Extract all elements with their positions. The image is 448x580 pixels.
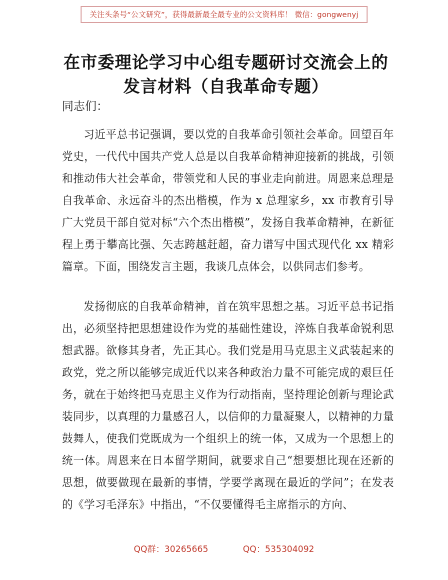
paragraph-1: 习近平总书记强调，要以党的自我革命引领社会革命。回望百年党史，一代代中国共产党人总是以自我革命精神迎接新的挑战，引领和推动伟大社会革命，带领党和人民的事业走向前进。周恩来总理是自我革命、永远奋斗的杰出楷模，作为 x 总理家乡，xx 市教育引导广大党员干部自觉对标“六个杰出楷模”，发扬自我革命精神，在新征程上勇于攀高比强、矢志跨越赶超，奋力谱写中国式现代化 xx 精彩篇章。下面，围绕发言主题，我谈几点体会，以供同志们参考。 <box>62 128 394 273</box>
footer-qq: QQ：535304092 <box>242 545 315 555</box>
paragraph-2: 发扬彻底的自我革命精神，首在筑牢思想之基。习近平总书记指出，必须坚持把思想建设作为党的基础性建设，淬炼自我革命锐利思想武器。欲修其身者，先正其心。我们党是用马克思主义武装起来的政党，党之所以能够完成近代以来各种政治力量不可能完成的艰巨任务，就在于始终把马克思主义作为行动指南，坚持理论创新与理论武装同步，以真理的力量感召人，以信仰的力量凝聚人，以精神的力量鼓舞人，使我们党既成为一个组织上的统一体，又成为一个思想上的统一体。周恩来在日本留学期间，就要求自己“想要想比现在还新的思想，做要做现在最新的事情，学要学离现在最近的学问”；在发表的《学习毛泽东》中指出，“不仅要懂得毛主席指示的方向、 <box>62 300 394 511</box>
footer-qq-group: QQ群：30265665 <box>133 545 209 555</box>
document-title: 在市委理论学习中心组专题研讨交流会上的发言材料（自我革命专题） <box>63 53 389 96</box>
salutation: 同志们： <box>62 99 108 113</box>
header-banner: 关注头条号“公文研究”，获得最新最全最专业的公文资料库！ 微信：gongwenyj <box>81 6 368 23</box>
footer-contact <box>0 543 448 555</box>
